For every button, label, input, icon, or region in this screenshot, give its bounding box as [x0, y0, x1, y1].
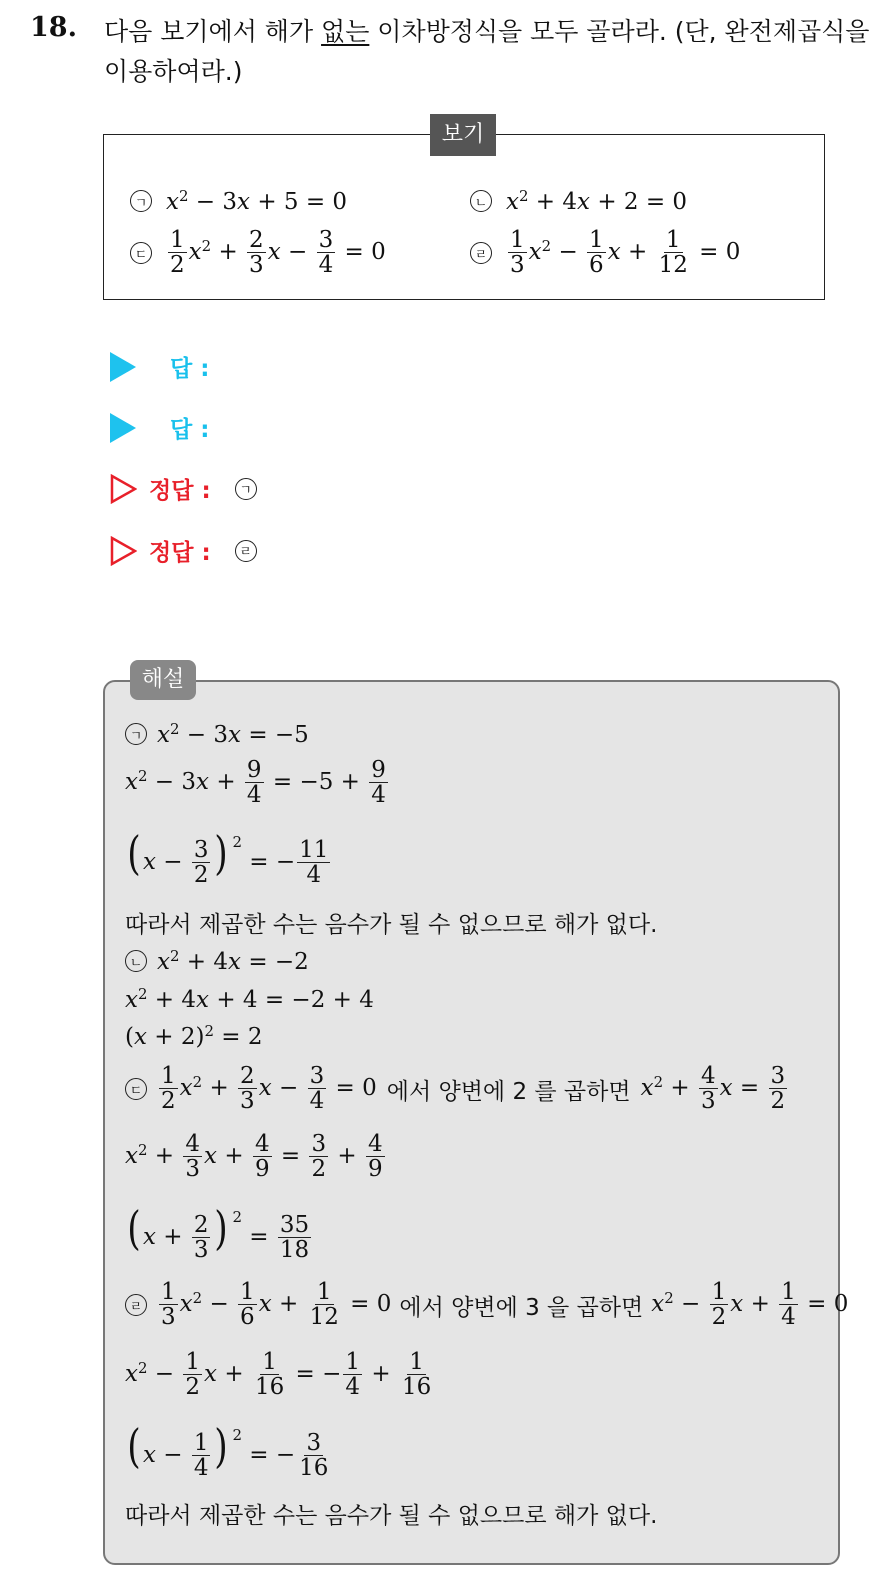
- option-a: [130, 187, 347, 215]
- correct-value: ㄹ: [235, 540, 257, 562]
- outline-triangle-icon: [110, 536, 137, 566]
- solution-line: ㄷ $\frac{1}{2}$ $x^2$ + $\frac{2}{3}$ x − $\frac{3}{4}$ = 0 에서 양변에 2 를 곱하면 $x^2$ + $\frac{4}{3}$ x = $\frac{3}{2}$: [125, 1064, 789, 1114]
- solution-line: ㄹ $\frac{1}{3}$ $x^2$ − $\frac{1}{6}$ x + $\frac{1}{12}$ = 0 에서 양변에 3 을 곱하면 $x^2$ − $\frac{1}{2}$ x + $\frac{1}{4}$ = 0: [125, 1280, 848, 1330]
- option-c: [130, 228, 386, 278]
- circled-nieun: ㄴ: [470, 190, 492, 212]
- play-triangle-icon: [110, 352, 136, 382]
- equation-a: $x^2 - 3x + 5 = 0$: [166, 187, 348, 216]
- play-triangle-icon: [110, 413, 136, 443]
- bogi-title: 보기: [430, 114, 496, 156]
- underlined-word: 없는: [321, 17, 370, 46]
- solution-line: $x^2 - 3x$ + $\frac{9}{4}$ = −5 + $\frac{9}{4}$: [125, 757, 386, 809]
- correct-answer-row-1: [110, 472, 271, 505]
- equation-d: $\frac{1}{3}$ $x^2$ − $\frac{1}{6}$ x + $\frac{1}{12}$ = 0: [510, 227, 741, 279]
- solution-line: ㄴ $x^2 + 4x = -2$: [125, 947, 309, 975]
- circled-nieun: ㄴ: [125, 950, 147, 972]
- solution-line: (x + $\frac{2}{3}$ ) $^2$ = $\frac{35}{18}$: [127, 1201, 310, 1263]
- circled-rieul: ㄹ: [125, 1294, 147, 1316]
- solution-line: (x − $\frac{3}{2}$ ) $^2$ = − $\frac{11}{4}$: [127, 826, 329, 888]
- answer-label: 답 :: [170, 417, 210, 443]
- correct-value: ㄱ: [235, 478, 257, 500]
- solution-line: $x^2$ − $\frac{1}{2}$ x + $\frac{1}{16}$ = − $\frac{1}{4}$ + $\frac{1}{16}$: [125, 1349, 432, 1401]
- correct-answer-row-2: [110, 534, 271, 567]
- circled-rieul: ㄹ: [470, 242, 492, 264]
- solution-title: 해설: [130, 660, 196, 700]
- correct-label: 정답 :: [149, 478, 211, 504]
- solution-line: $x^2 + 4x + 4 = -2 + 4$: [125, 985, 374, 1014]
- solution-line: $(x + 2)^2 = 2$: [125, 1022, 263, 1051]
- circled-digeut: ㄷ: [125, 1078, 147, 1100]
- answer-label: 답 :: [170, 356, 210, 382]
- conclusion-text: 따라서 제곱한 수는 음수가 될 수 없으므로 해가 없다.: [125, 1503, 658, 1529]
- equation-b: $x^2 + 4x + 2 = 0$: [506, 187, 688, 216]
- solution-line: (x − $\frac{1}{4}$ ) $^2$ = − $\frac{3}{16}$: [127, 1419, 329, 1481]
- circled-giyeok: ㄱ: [125, 723, 147, 745]
- option-b: [470, 187, 687, 215]
- circled-giyeok: ㄱ: [130, 190, 152, 212]
- outline-triangle-icon: [110, 474, 137, 504]
- answer-row-2: [110, 411, 209, 444]
- option-d: [470, 228, 740, 278]
- question-number: 18.: [30, 12, 77, 43]
- correct-label: 정답 :: [149, 540, 211, 566]
- answer-row-1: [110, 350, 209, 383]
- equation-c: $\frac{1}{2}$ $x^2$ + $\frac{2}{3}$ x − $\frac{3}{4}$ = 0: [170, 227, 386, 279]
- conclusion-text: 따라서 제곱한 수는 음수가 될 수 없으므로 해가 없다.: [125, 912, 658, 938]
- question-text: 다음 보기에서 해가 없는 이차방정식을 모두 골라라. (단, 완전제곱식을 이용하여라.): [104, 17, 870, 86]
- circled-digeut: ㄷ: [130, 242, 152, 264]
- solution-line: ㄱ $x^2 - 3x = -5$: [125, 720, 309, 748]
- solution-line: $x^2$ + $\frac{4}{3}$ x + $\frac{4}{9}$ = $\frac{3}{2}$ + $\frac{4}{9}$: [125, 1131, 383, 1183]
